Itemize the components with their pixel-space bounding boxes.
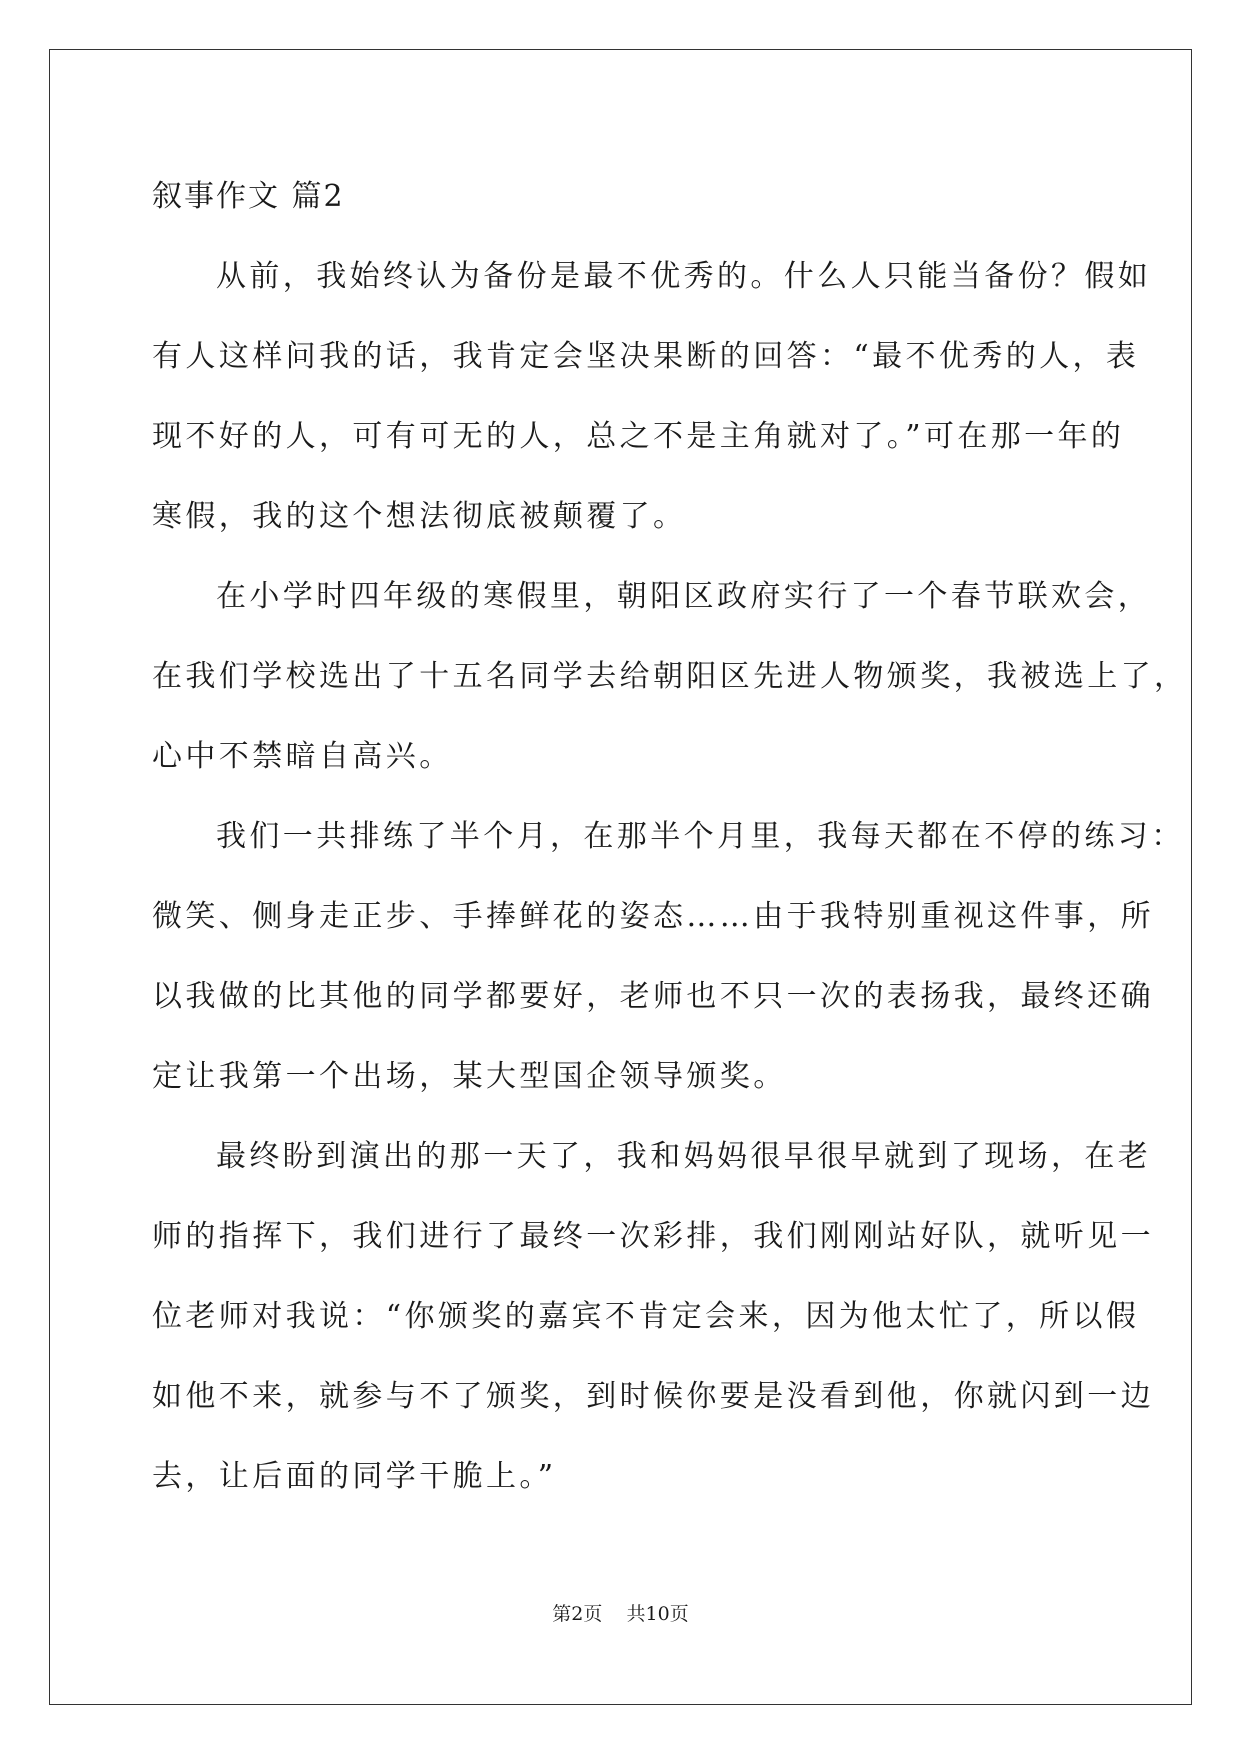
- text-line: 定让我第一个出场，某大型国企领导颁奖。: [152, 1059, 787, 1094]
- text-line: 在小学时四年级的寒假里，朝阳区政府实行了一个春节联欢会，: [216, 579, 1152, 614]
- text-line: 有人这样问我的话，我肯定会坚决果断的回答：“最不优秀的人，表: [152, 339, 1140, 374]
- text-line: 现不好的人，可有可无的人，总之不是主角就对了。”可在那一年的: [152, 419, 1125, 454]
- page-number: 第2页: [552, 1603, 603, 1625]
- text-line: 师的指挥下，我们进行了最终一次彩排，我们刚刚站好队，就听见一: [152, 1219, 1154, 1254]
- page-footer: [0, 1600, 1241, 1628]
- paragraph-2: [152, 557, 1188, 797]
- text-line: 以我做的比其他的同学都要好，老师也不只一次的表扬我，最终还确: [152, 979, 1154, 1014]
- paragraph-3: [152, 797, 1185, 1117]
- text-line: 如他不来，就参与不了颁奖，到时候你要是没看到他，你就闪到一边: [152, 1379, 1154, 1414]
- text-line: 心中不禁暗自高兴。: [152, 739, 453, 774]
- page-total: 共10页: [626, 1603, 689, 1625]
- text-line: 去，让后面的同学干脆上。”: [152, 1459, 557, 1494]
- text-line: 在我们学校选出了十五名同学去给朝阳区先进人物颁奖，我被选上了，: [152, 659, 1188, 694]
- text-line: 位老师对我说：“你颁奖的嘉宾不肯定会来，因为他太忙了，所以假: [152, 1299, 1140, 1334]
- paragraph-1: [152, 237, 1152, 557]
- text-line: 我们一共排练了半个月，在那半个月里，我每天都在不停的练习：: [216, 819, 1185, 854]
- document-body: [152, 157, 1188, 1517]
- text-line: 从前，我始终认为备份是最不优秀的。什么人只能当备份？假如: [216, 259, 1152, 294]
- essay-title: 叙事作文 篇2: [152, 179, 345, 214]
- paragraph-4: [152, 1117, 1154, 1517]
- text-line: 最终盼到演出的那一天了，我和妈妈很早很早就到了现场，在老: [216, 1139, 1152, 1174]
- text-line: 寒假，我的这个想法彻底被颠覆了。: [152, 499, 687, 534]
- text-line: 微笑、侧身走正步、手捧鲜花的姿态……由于我特别重视这件事，所: [152, 899, 1154, 934]
